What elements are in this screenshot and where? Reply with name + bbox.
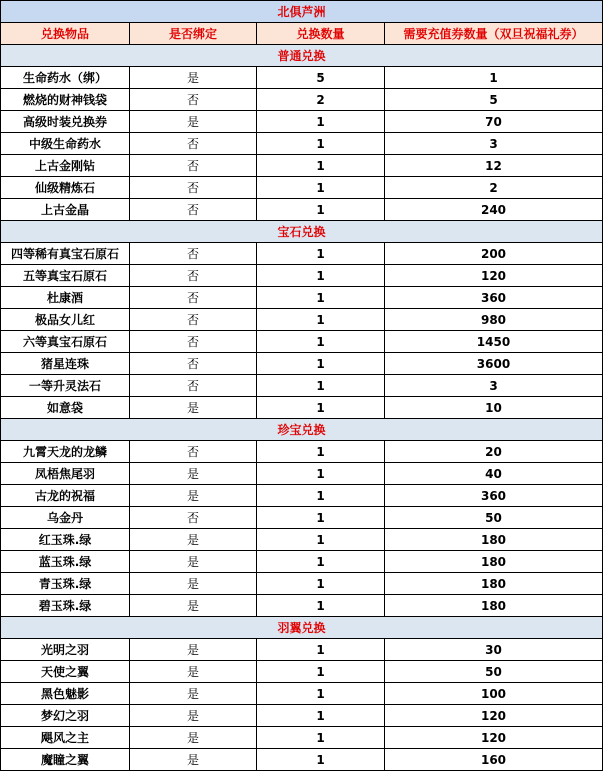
coupon-count: 5 (385, 89, 603, 111)
bound-flag: 是 (130, 573, 257, 595)
table-row (1, 661, 603, 683)
table-row (1, 529, 603, 551)
header-quantity: 兑换数量 (257, 23, 385, 45)
section-title: 普通兑换 (1, 45, 603, 67)
bound-flag: 是 (130, 595, 257, 617)
item-name: 六等真宝石原石 (1, 331, 130, 353)
table-row (1, 111, 603, 133)
bound-flag: 是 (130, 463, 257, 485)
quantity: 1 (257, 331, 385, 353)
quantity: 1 (257, 727, 385, 749)
quantity: 1 (257, 133, 385, 155)
table-row (1, 331, 603, 353)
table-row (1, 573, 603, 595)
quantity: 1 (257, 551, 385, 573)
table-row (1, 155, 603, 177)
bound-flag: 是 (130, 485, 257, 507)
coupon-count: 120 (385, 727, 603, 749)
item-name: 红玉珠.绿 (1, 529, 130, 551)
quantity: 1 (257, 639, 385, 661)
item-name: 一等升灵法石 (1, 375, 130, 397)
quantity: 1 (257, 287, 385, 309)
bound-flag: 是 (130, 529, 257, 551)
bound-flag: 否 (130, 243, 257, 265)
coupon-count: 2 (385, 177, 603, 199)
bound-flag: 否 (130, 375, 257, 397)
quantity: 1 (257, 111, 385, 133)
section-row (1, 617, 603, 639)
item-name: 碧玉珠.绿 (1, 595, 130, 617)
table-row (1, 397, 603, 419)
header-coupons: 需要充值券数量（双旦祝福礼券） (385, 23, 603, 45)
quantity: 1 (257, 749, 385, 771)
coupon-count: 180 (385, 551, 603, 573)
coupon-count: 10 (385, 397, 603, 419)
item-name: 魔瞳之翼 (1, 749, 130, 771)
table-row (1, 265, 603, 287)
coupon-count: 120 (385, 265, 603, 287)
item-name: 梦幻之羽 (1, 705, 130, 727)
item-name: 生命药水（绑） (1, 67, 130, 89)
item-name: 上古金刚钻 (1, 155, 130, 177)
coupon-count: 120 (385, 705, 603, 727)
title-row (1, 1, 603, 23)
bound-flag: 否 (130, 199, 257, 221)
quantity: 1 (257, 199, 385, 221)
bound-flag: 否 (130, 155, 257, 177)
quantity: 1 (257, 573, 385, 595)
table-row (1, 375, 603, 397)
item-name: 九霄天龙的龙鳞 (1, 441, 130, 463)
table-row (1, 309, 603, 331)
section-row (1, 45, 603, 67)
quantity: 1 (257, 353, 385, 375)
coupon-count: 50 (385, 661, 603, 683)
item-name: 杜康酒 (1, 287, 130, 309)
quantity: 1 (257, 683, 385, 705)
item-name: 如意袋 (1, 397, 130, 419)
item-name: 飓风之主 (1, 727, 130, 749)
section-title: 羽翼兑换 (1, 617, 603, 639)
coupon-count: 200 (385, 243, 603, 265)
table-row (1, 551, 603, 573)
item-name: 猪星连珠 (1, 353, 130, 375)
item-name: 极品女儿红 (1, 309, 130, 331)
coupon-count: 3 (385, 375, 603, 397)
table-row (1, 683, 603, 705)
table-row (1, 243, 603, 265)
section-title: 珍宝兑换 (1, 419, 603, 441)
header-item: 兑换物品 (1, 23, 130, 45)
bound-flag: 否 (130, 287, 257, 309)
coupon-count: 3 (385, 133, 603, 155)
item-name: 光明之羽 (1, 639, 130, 661)
table-row (1, 199, 603, 221)
bound-flag: 是 (130, 683, 257, 705)
item-name: 乌金丹 (1, 507, 130, 529)
coupon-count: 40 (385, 463, 603, 485)
coupon-count: 12 (385, 155, 603, 177)
section-row (1, 221, 603, 243)
quantity: 1 (257, 507, 385, 529)
bound-flag: 否 (130, 507, 257, 529)
table-row (1, 485, 603, 507)
header-row (1, 23, 603, 45)
table-row (1, 705, 603, 727)
bound-flag: 否 (130, 441, 257, 463)
coupon-count: 1450 (385, 331, 603, 353)
table-title: 北俱芦洲 (1, 1, 603, 23)
coupon-count: 360 (385, 287, 603, 309)
coupon-count: 180 (385, 529, 603, 551)
item-name: 高级时装兑换券 (1, 111, 130, 133)
coupon-count: 180 (385, 595, 603, 617)
coupon-count: 70 (385, 111, 603, 133)
coupon-count: 50 (385, 507, 603, 529)
table-row (1, 595, 603, 617)
bound-flag: 否 (130, 133, 257, 155)
table-row (1, 727, 603, 749)
quantity: 1 (257, 705, 385, 727)
item-name: 中级生命药水 (1, 133, 130, 155)
item-name: 上古金晶 (1, 199, 130, 221)
quantity: 1 (257, 441, 385, 463)
table-row (1, 133, 603, 155)
bound-flag: 是 (130, 661, 257, 683)
bound-flag: 否 (130, 309, 257, 331)
item-name: 燃烧的财神钱袋 (1, 89, 130, 111)
quantity: 1 (257, 661, 385, 683)
table-row (1, 463, 603, 485)
bound-flag: 否 (130, 177, 257, 199)
item-name: 五等真宝石原石 (1, 265, 130, 287)
coupon-count: 240 (385, 199, 603, 221)
table-row (1, 353, 603, 375)
table-row (1, 749, 603, 771)
bound-flag: 否 (130, 353, 257, 375)
item-name: 黑色魅影 (1, 683, 130, 705)
table-row (1, 507, 603, 529)
coupon-count: 180 (385, 573, 603, 595)
quantity: 1 (257, 155, 385, 177)
quantity: 1 (257, 485, 385, 507)
header-bound: 是否绑定 (130, 23, 257, 45)
quantity: 1 (257, 595, 385, 617)
coupon-count: 1 (385, 67, 603, 89)
bound-flag: 是 (130, 705, 257, 727)
bound-flag: 否 (130, 265, 257, 287)
coupon-count: 100 (385, 683, 603, 705)
table-row (1, 89, 603, 111)
bound-flag: 是 (130, 749, 257, 771)
quantity: 1 (257, 463, 385, 485)
table-row (1, 177, 603, 199)
bound-flag: 是 (130, 67, 257, 89)
coupon-count: 160 (385, 749, 603, 771)
bound-flag: 是 (130, 397, 257, 419)
item-name: 青玉珠.绿 (1, 573, 130, 595)
quantity: 1 (257, 177, 385, 199)
coupon-count: 20 (385, 441, 603, 463)
item-name: 四等稀有真宝石原石 (1, 243, 130, 265)
quantity: 1 (257, 309, 385, 331)
bound-flag: 是 (130, 727, 257, 749)
quantity: 1 (257, 265, 385, 287)
bound-flag: 是 (130, 551, 257, 573)
coupon-count: 980 (385, 309, 603, 331)
exchange-table-body (1, 1, 603, 771)
item-name: 仙级精炼石 (1, 177, 130, 199)
quantity: 2 (257, 89, 385, 111)
bound-flag: 否 (130, 89, 257, 111)
item-name: 天使之翼 (1, 661, 130, 683)
quantity: 1 (257, 397, 385, 419)
item-name: 古龙的祝福 (1, 485, 130, 507)
table-row (1, 67, 603, 89)
coupon-count: 360 (385, 485, 603, 507)
quantity: 1 (257, 529, 385, 551)
bound-flag: 是 (130, 111, 257, 133)
bound-flag: 是 (130, 639, 257, 661)
item-name: 凤梧焦尾羽 (1, 463, 130, 485)
quantity: 5 (257, 67, 385, 89)
coupon-count: 30 (385, 639, 603, 661)
table-row (1, 287, 603, 309)
quantity: 1 (257, 243, 385, 265)
table-row (1, 441, 603, 463)
item-name: 蓝玉珠.绿 (1, 551, 130, 573)
section-row (1, 419, 603, 441)
bound-flag: 否 (130, 331, 257, 353)
coupon-count: 3600 (385, 353, 603, 375)
section-title: 宝石兑换 (1, 221, 603, 243)
table-row (1, 639, 603, 661)
quantity: 1 (257, 375, 385, 397)
